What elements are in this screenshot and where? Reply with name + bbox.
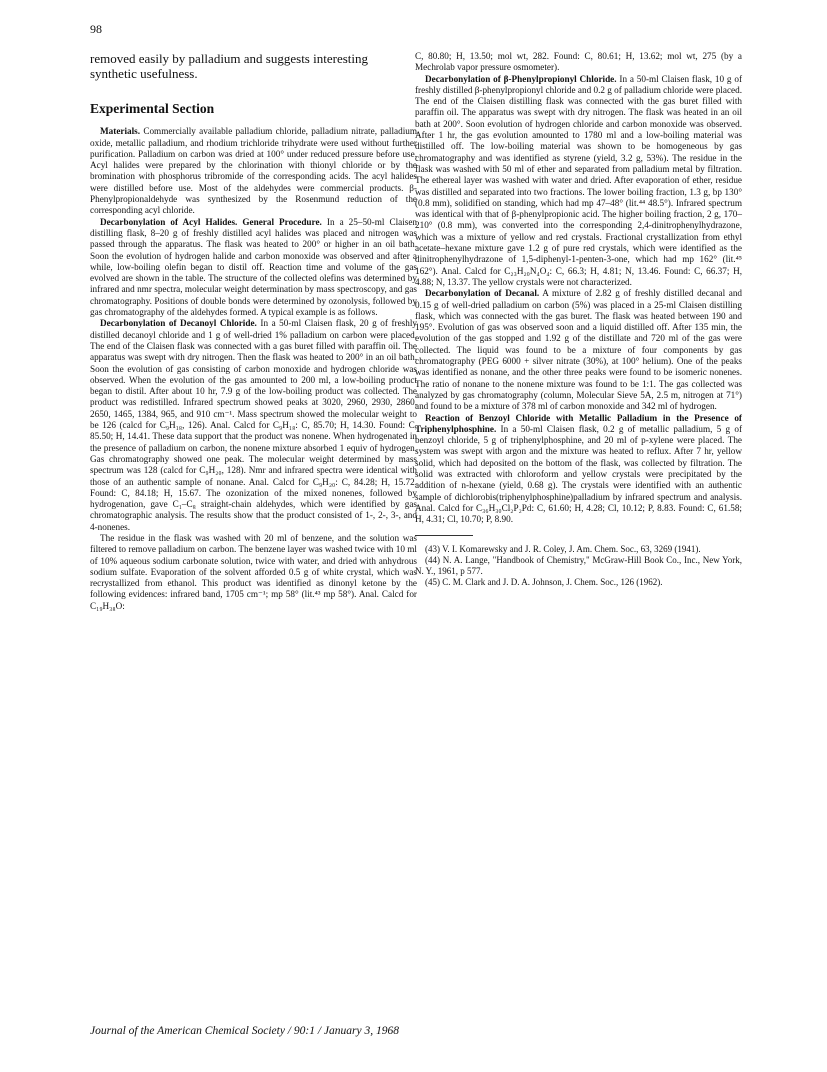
paragraph-heading: Reaction of Benzoyl Chloride with Metallic Palladium in the Presence of Triphenylphosphine. — [415, 412, 742, 434]
paragraph-heading: Materials. — [100, 126, 141, 137]
paragraph-text: In a 25–50-ml Claisen distilling flask, 8–20 g of freshly distilled acyl halides was placed and nitrogen was passed through the apparatus. The flask was heated to 200° or higher in an oil bath. Soon the evolution of hydrogen halide and carbon monoxide was observed and after a while, low-boiling olefin began to distil off. Reaction time and volume of the gas evolved are shown in the table. The structure of the collected olefins was determined by infrared and nmr spectra, molecular weight determination by mass spectroscopy, and gas chromatography. Positions of double bonds were determined by ozonolysis, followed by gas chromatography of the aldehydes formed. A typical example is as follows. — [90, 216, 417, 318]
paragraph-benzoyl-chloride — [415, 413, 742, 526]
journal-footer: Journal of the American Chemical Society / 90:1 / January 3, 1968 — [90, 1025, 399, 1037]
paragraph-heading: Decarbonylation of Decanoyl Chloride. — [100, 318, 257, 329]
paragraph-heading: Decarbonylation of Decanal. — [425, 288, 540, 299]
left-column — [90, 51, 417, 612]
section-heading: Experimental Section — [90, 101, 215, 116]
footnote-divider — [415, 535, 473, 536]
paragraph-heading: Decarbonylation of Acyl Halides. General Procedure. — [100, 216, 322, 227]
paragraph-continuation — [415, 51, 742, 74]
paragraph-text: Commercially available palladium chloride, palladium nitrate, palladium oxide, metallic palladium, and rhodium trichloride trihydrate were used without further purification. Palladium on carbon was dried at 100° under reduced pressure before use. Acyl halides were prepared by the chlorination with thionyl chloride or by the bromination with phosphorus tribromide of the corresponding acids. The acyl halides were distilled before use. Most of the aldehydes were commercial products. β-Phenylpropionaldehyde was synthesized by the Rosenmund reduction of the corresponding acyl chloride. — [90, 126, 417, 216]
paragraph-materials — [90, 126, 417, 216]
paragraph-text: In a 50-ml Claisen flask, 20 g of freshly distilled decanoyl chloride and 1 g of well-dried 1% palladium on carbon were placed. The end of the Claisen flask was connected with a gas buret filled with paraffin oil. The apparatus was swept with dry nitrogen. Then the flask was heated to 200° in an oil bath. Soon the evolution of gas consisting of carbon monoxide and hydrogen chloride was observed. When the evolution of the gas amounted to 200 ml, a low-boiling product began to distil. After about 10 hr, 7.9 g of the low-boiling product was collected. The product was redistilled. Infrared spectrum showed peaks at 3020, 2960, 2930, 2860, 2650, 1465, 1384, 965, and 910 cm⁻¹. Mass spectrum showed the molecular weight to be 126 (calcd for C₉H₁₈, 126). Anal. Calcd for C₉H₁₈: C, 85.70; H, 14.30. Found: C, 85.50; H, 14.41. These data support that the product was nonene. When hydrogenated in the presence of palladium on carbon, the nonene mixture absorbed 1 equiv of hydrogen. Gas chromatography showed one peak. The molecular weight determined by mass spectrum was 128 (calcd for C₉H₂₀, 128). Nmr and infrared spectra were identical with those of an authentic sample of nonane. Anal. Calcd for C₉H₂₀: C, 84.28; H, 15.72. Found: C, 84.18; H, 15.67. The ozonization of the mixed nonenes, followed by hydrogenation, gave C₁–C₈ straight-chain aldehydes, which were identified by gas chromatographic analysis. The results show that the product consisted of 1-, 2-, 3-, and 4-nonenes. — [90, 318, 417, 532]
lead-text: removed easily by palladium and suggests interesting synthetic usefulness. — [90, 51, 368, 81]
footnote-45: (45) C. M. Clark and J. D. A. Johnson, J. Chem. Soc., 126 (1962). — [425, 577, 663, 588]
right-column — [415, 51, 742, 588]
paragraph-text: A mixture of 2.82 g of freshly distilled decanal and 0.15 g of well-dried palladium on carbon (5%) was placed in a 25-ml Claisen distilling flask, which was connected with the gas buret. The flask was heated between 190 and 195°. Evolution of gas was observed soon and a liquid distilled off. After 135 min, the evolution of the gas stopped and 1.92 g of the distillate and 720 ml of the gas were collected. The liquid was found to be a mixture of four components by gas chromatography (PEG 6000 + silver nitrate (30%), at 100° helium). One of the peaks was identified as nonane, and the other three peaks were found to be isomeric nonenes. The ratio of nonane to the nonene mixture was found to be 1:1. The gas collected was analyzed by gas chromatography (column, Molecular Sieve 5A, 2.5 m, nitrogen at 71°) and found to be a mixture of 378 ml of carbon monoxide and 342 ml of hydrogen. — [415, 288, 743, 412]
paragraph-text: In a 50-ml Claisen flask, 10 g of freshly distilled β-phenylpropionyl chloride and 0.2 g of palladium chloride were placed. The end of the Claisen distilling flask was connected with the gas buret filled with paraffin oil. The apparatus was swept with dry nitrogen. The flask was heated in an oil bath at 200°. Soon evolution of hydrogen chloride and carbon monoxide was observed. After 1 hr, the gas evolution amounted to 1780 ml and a low-boiling material was distilled off. The low-boiling material was shown to be homogeneous by gas chromatography and was identified as styrene (yield, 3.2 g, 53%). The residue in the flask was washed with 50 ml of ether and separated from palladium metal by filtration. The ethereal layer was washed with water and dried. After evaporation of ether, residue was distilled and separated into two fractions. The lower boiling fraction, 1.3 g, bp 130° (0.8 mm), solidified on standing, which had mp 47–48° (lit.⁴⁴ 48.5°). Infrared spectrum was identical with that of β-phenylpropionic acid. The higher boiling fraction, 2 g, 170–210° (0.8 mm), was converted into the corresponding 2,4-dinitrophenylhydrazone, which was a mixture of yellow and red crystals. Fractional crystallization from ethyl acetate–hexane mixture gave 1.2 g of pure red crystals, which were identified as the dinitrophenylhydrazone of 1,5-diphenyl-1-penten-3-one, which had mp 162° (lit.⁴⁵ 162°). Anal. Calcd for C₂₃H₂₀N₄O₄: C, 66.3; H, 4.81; N, 13.46. Found: C, 66.37; H, 4.88; N, 13.37. The yellow crystals were not characterized. — [415, 73, 743, 287]
paragraph-decanoyl-chloride — [90, 318, 417, 533]
paragraph-phenylpropionyl-chloride — [415, 74, 742, 289]
paragraph-heading: Decarbonylation of β-Phenylpropionyl Chloride. — [425, 73, 617, 84]
paragraph-text: C, 80.80; H, 13.50; mol wt, 282. Found: C, 80.61; H, 13.62; mol wt, 275 (by a Mechrolab vapor pressure osmometer). — [415, 51, 742, 73]
paragraph-residue — [90, 533, 417, 612]
footnote-44: (44) N. A. Lange, "Handbook of Chemistry," McGraw-Hill Book Co., Inc., New York, N. Y., 1961, p 577. — [415, 555, 742, 577]
paragraph-text: The residue in the flask was washed with 20 ml of benzene, and the solution was filtered to remove palladium on carbon. The benzene layer was washed twice with 10 ml of 10% aqueous sodium carbonate solution, twice with water, and dried with anhydrous sodium sulfate. Evaporation of the solvent afforded 0.5 g of white crystal, which was recrystallized from ethanol. This product was identified as dinonyl ketone by the following evidences: infrared band, 1705 cm⁻¹; mp 58° (lit.⁴³ mp 58°). Anal. Calcd for C₁₉H₃₈O: — [90, 532, 417, 611]
footnotes — [415, 544, 742, 588]
paragraph-text: In a 50-ml Claisen flask, 0.2 g of metallic palladium, 5 g of benzoyl chloride, 5 g of triphenylphosphine, and 20 ml of p-xylene were placed. The system was swept with argon and the mixture was heated to reflux. After 7 hr, yellow solid, which had deposited on the bottom of the flask, was collected by filtration. The solid was extracted with chloroform and yellow crystals were precipitated by the addition of n-hexane (yield, 0.68 g). The crystals were identified with an authentic sample of dichlorobis(triphenylphosphine)palladium by infrared spectrum and analysis. Anal. Calcd for C₃₆H₃₀Cl₂P₂Pd: C, 61.60; H, 4.28; Cl, 10.12; P, 8.83. Found: C, 61.58; H, 4.31; Cl, 10.70; P, 8.90. — [415, 423, 742, 525]
page-number: 98 — [90, 22, 102, 36]
paragraph-general-procedure — [90, 217, 417, 319]
paragraph-decanal — [415, 288, 742, 412]
footnote-43: (43) V. I. Komarewsky and J. R. Coley, J. Am. Chem. Soc., 63, 3269 (1941). — [425, 544, 701, 555]
